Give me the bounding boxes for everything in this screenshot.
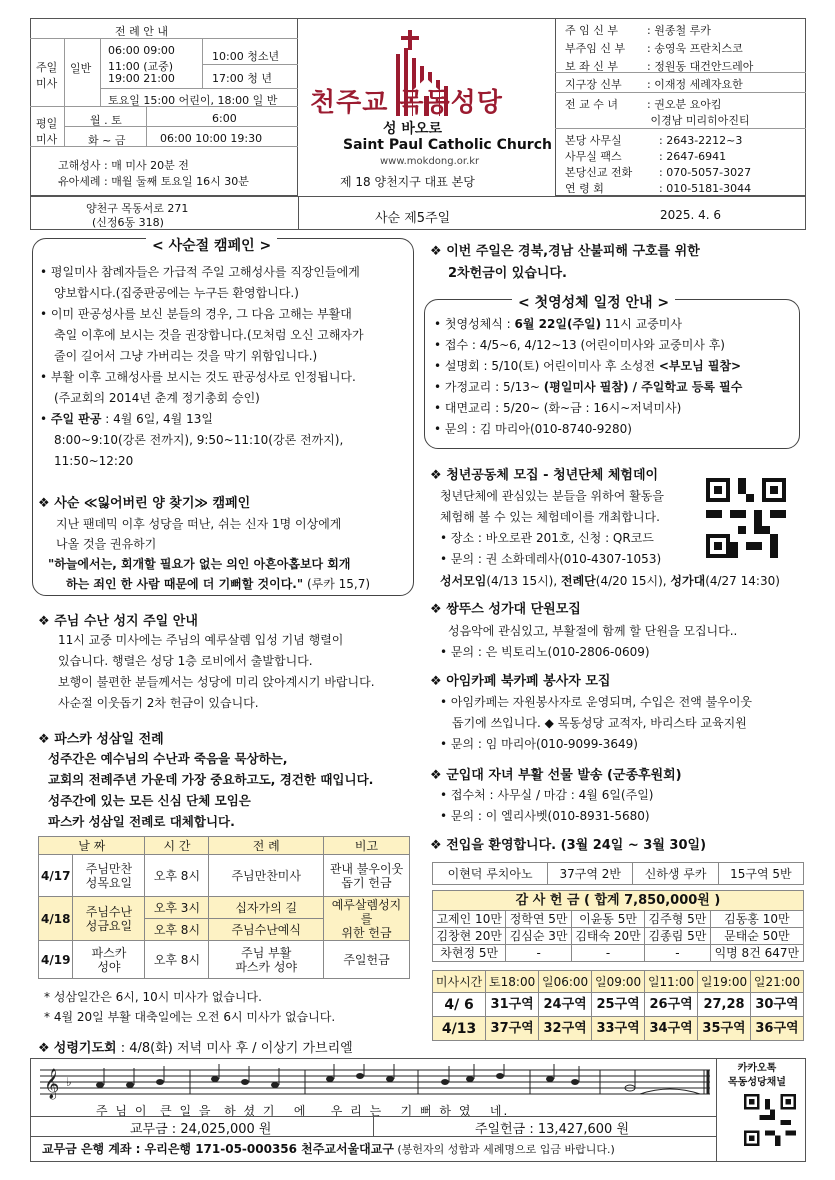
sunday-name: 사순 제5주일 (375, 211, 451, 226)
address-line-1: 양천구 목동서로 271 (86, 202, 189, 215)
contact-row: 연 령 회 : 010-5181-3044 (565, 182, 752, 195)
sheep-line-2: 나올 것을 권유하기 (56, 537, 157, 551)
staff-row: 이경남 미리히아진티 (647, 114, 750, 127)
wd-day-1: 월 . 토 (90, 114, 122, 127)
first-communion-title: < 첫영성체 일정 안내 > (512, 292, 675, 312)
choir-line: 성음악에 관심있고, 부활절에 함께 할 단원을 모집니다.. (448, 624, 738, 638)
triduum-note-1: * 성삼일간은 6시, 10시 미사가 없습니다. (44, 990, 262, 1004)
welcome-title: ❖ 전입을 환영합니다. (3월 24일 ~ 3월 30일) (430, 838, 707, 853)
kakao-qr-code-icon[interactable] (744, 1094, 796, 1146)
infant-baptism-info: 유아세례 : 매월 둘째 토요일 16시 30분 (58, 175, 249, 188)
bulletin-date: 2025. 4. 6 (660, 208, 722, 222)
svg-text:♭: ♭ (66, 1075, 72, 1089)
military-lines: • 접수처 : 사무실 / 마감 : 4월 6일(주일) • 문의 : 이 엘리사벳(010-8931-5680) (440, 788, 654, 823)
bookcafe-title: ❖ 아임카페 북카페 봉사자 모집 (430, 674, 611, 689)
quote-line-1: "하늘에서는, 회개할 필요가 없는 의인 아흔아홉보다 회개 (48, 557, 351, 571)
qr-code-icon[interactable] (706, 478, 786, 558)
first-communion-items: • 첫영성체식 : 6월 22일(주일) 11시 교중미사 • 접수 : 4/5~6, 4/12~13 (어린이미사와 교중미사 후) • 설명회 : 5/10(토) 어린이미사 후 소성전 <부모님 필참> • 가정교리 : 5/13~ (평일미사 필참) / 주일학교 등록 필수 • 대면교리 : 5/20~ (화~금 : 16시~저녁미사) • 문의 : 김 마리아(010-8740-9280) (434, 317, 743, 436)
weekday-label: 평일 미사 (36, 117, 58, 146)
music-staff-icon (40, 1064, 712, 1102)
welcome-table: 이현덕 루치아노 37구역 2반 신하생 루카 15구역 5반 (432, 862, 804, 885)
staff-row: 전 교 수 녀 : 권오분 요아킴 (565, 98, 722, 111)
military-title: ❖ 군입대 자녀 부활 선물 발송 (군종후원회) (430, 768, 682, 783)
parish-due: 교무금 : 24,025,000 원 (130, 1122, 272, 1137)
choir-title: ❖ 쌍뚜스 성가대 단원모집 (430, 602, 581, 617)
wd-day-2: 화 ~ 금 (88, 134, 126, 147)
confession-info: 고해성사 : 매 미사 20분 전 (58, 159, 189, 172)
lent-campaign-title: < 사순절 캠페인 > (146, 235, 277, 255)
bank-account: 교무금 은행 계좌 : 우리은행 171-05-000356 천주교서울대교구 (봉헌자의 성함과 세례명으로 입금 바랍니다.) (42, 1142, 615, 1156)
triduum-note-2: * 4월 20일 부활 대축일에는 오전 6시 미사가 없습니다. (44, 1010, 336, 1024)
wd-time-1: 6:00 (212, 112, 237, 125)
sunday-collection: 주일헌금 : 13,427,600 원 (475, 1122, 630, 1137)
district-label: 제 18 양천지구 대표 본당 (340, 175, 475, 189)
church-name: 천주교 목동성당 (310, 88, 503, 118)
youth-lines: 청년단체에 관심있는 분들을 위하여 활동을 체험해 볼 수 있는 체험데이를 개최합니다. • 장소 : 바오로관 201호, 신청 : QR코드 • 문의 : 권 소화데레사(010-4307-1053) (440, 489, 664, 566)
sheep-campaign-title: ❖ 사순 ≪잃어버린 양 찾기≫ 캠페인 (38, 496, 251, 511)
hymn-lyrics: 주 님 이 큰 일 을 하 셨 기 에 우 리 는 기 뻐 하 였 네. (96, 1104, 510, 1118)
schedule-title: 전 례 안 내 (115, 25, 168, 38)
bookcafe-lines: • 아임카페는 자원봉사자로 운영되며, 수입은 전액 불우이웃 돕기에 쓰입니다. ◆ 목동성당 교적자, 바리스타 교육지원 • 문의 : 임 마리아(010-9099-3649) (440, 695, 753, 751)
staff-row: 보 좌 신 부 : 정원동 대건안드레아 (565, 60, 754, 73)
address-line-2: (신정6동 318) (92, 216, 164, 229)
youth-title: ❖ 청년공동체 모집 - 청년단체 체험데이 (430, 468, 659, 483)
passion-lines: 11시 교중 미사에는 주님의 예루살렘 입성 기념 행렬이 있습니다. 행렬은 성당 1층 로비에서 출발합니다. 보행이 불편한 분들께서는 성당에 미리 앉아계시기 바랍니다. 사순절 이웃돕기 2차 헌금이 있습니다. (58, 633, 375, 710)
kakao-channel-label: 카카오톡 목동성당채널 (728, 1063, 786, 1088)
contact-row: 사무실 팩스 : 2647-6941 (565, 150, 727, 163)
sun-young-adult: 17:00 청 년 (212, 72, 272, 85)
sat-line: 토요일 15:00 어린이, 18:00 일 반 (108, 94, 278, 107)
wd-time-2: 06:00 10:00 19:30 (160, 132, 263, 145)
triduum-table: 날 짜 시 간 전 례 비고 4/17 주님만찬 성목요일 오후 8시 주님만찬미사 관내 불우이웃 돕기 헌금 4/18 주님수난 성금요일 오후 3시 십자가의 길 예루살렘성지를 위한 헌금 오후 8시 주님수난예식 4/19 파스카 성야 오후 8시 주님 부활 파스카 성야 주일헌금 (38, 836, 410, 979)
youth-events: 성서모임(4/13 15시), 전례단(4/20 15시), 성가대(4/27 14:30) (440, 574, 780, 588)
contact-row: 본당 사무실 : 2643-2212~3 (565, 134, 743, 147)
lent-items: • 평일미사 참례자들은 가급적 주일 고해성사를 직장인들에게 양보합시다.(집중판공에는 누구든 환영합니다.) • 이미 판공성사를 보신 분들의 경우, 그 다음 고해는 부활대 축일 이후에 보시는 것을 권장합니다.(모처럼 오신 고해자가 줄이 길어서 그냥 가버리는 것을 막기 위함입니다.) • 부활 이후 고해성사를 보시는 것도 판공성사로 인정됩니다. (주교회의 2014년 춘계 정기총회 승인) • 주일 판공 : 4월 6일, 4월 13일 8:00~9:10(강론 전까지), 9:50~11:10(강론 전까지), 11:50~12:20 (40, 265, 364, 468)
sun-time-2: 11:00 (교중) (108, 60, 174, 73)
disaster-notice-2: 2차헌금이 있습니다. (448, 266, 567, 281)
staff-row: 주 임 신 부 : 원종철 루카 (565, 24, 711, 37)
sheep-line-1: 지난 팬데믹 이후 성당을 떠난, 쉬는 신자 1명 이상에게 (56, 517, 342, 531)
staff-row: 지구장 신부 : 이재정 세례자요한 (565, 78, 743, 91)
triduum-lines: 성주간은 예수님의 수난과 죽음을 묵상하는, 교회의 전례주년 가운데 가장 중요하고도, 경건한 때입니다. 성주간에 있는 모든 신심 단체 모임은 파스카 성삼일 전례로 대체합니다. (48, 751, 374, 829)
triduum-title: ❖ 파스카 성삼일 전례 (38, 732, 164, 747)
website[interactable]: www.mokdong.or.kr (380, 156, 480, 167)
staff-row: 부주임 신 부 : 송영욱 프란치스코 (565, 42, 743, 55)
sun-time-3: 19:00 21:00 (108, 72, 175, 85)
svg-text:𝄞: 𝄞 (44, 1069, 60, 1099)
church-english-name: Saint Paul Catholic Church (343, 137, 552, 153)
thanks-offering-table: 감 사 헌 금 ( 합계 7,850,000원 ) 고제인 10만 정학연 5만 이윤동 5만 김주형 5만 김동홍 10만 김창현 20만 김심순 3만 김태숙 20만 김종림 5만 문태순 50만 차현정 5만 - - - 익명 8건 647만 (432, 890, 804, 962)
sun-youth: 10:00 청소년 (212, 50, 280, 63)
patron-name: 성 바오로 (383, 121, 442, 137)
sun-label: 주일 미사 (36, 61, 58, 90)
sun-row-label: 일반 (70, 62, 92, 75)
quote-line-2: 하는 죄인 한 사람 때문에 더 기뻐할 것이다." (루카 15,7) (66, 577, 371, 591)
prayer-meeting: ❖ 성령기도회 : 4/8(화) 저녁 미사 후 / 이상기 가브리엘 (38, 1041, 353, 1056)
passion-title: ❖ 주님 수난 성지 주일 안내 (38, 614, 198, 629)
choir-contact: • 문의 : 은 빅토리노(010-2806-0609) (440, 645, 650, 659)
contact-row: 본당신교 전화 : 070-5057-3027 (565, 166, 752, 179)
sun-time-1: 06:00 09:00 (108, 44, 175, 57)
disaster-notice-1: ❖ 이번 주일은 경북,경남 산불피해 구호를 위한 (430, 244, 700, 259)
attendance-table: 미사시간 토18:00 일06:00 일09:00 일11:00 일19:00 일21:00 4/ 6 31구역 24구역 25구역 26구역 27,28 30구역 4/13 37구역 32구역 33구역 34구역 35구역 36구역 (432, 970, 804, 1041)
